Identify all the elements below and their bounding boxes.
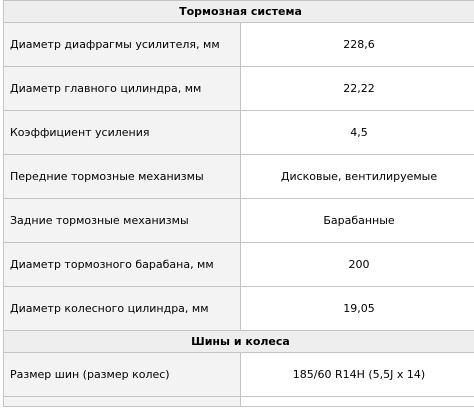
table-row — [4, 199, 474, 243]
spec-label: Диаметр главного цилиндра, мм — [4, 67, 241, 111]
spec-value: Дисковые, вентилируемые — [241, 155, 474, 199]
table-row — [4, 287, 474, 331]
spec-label: Размер шин (размер колес) — [4, 353, 241, 397]
table-row — [4, 67, 474, 111]
spec-label: Диаметр колесного цилиндра, мм — [4, 287, 241, 331]
spec-value: 22,22 — [241, 67, 474, 111]
spec-label: Диаметр диафрагмы усилителя, мм — [4, 23, 241, 67]
spec-value: 185/60 R14H (5,5J x 14) — [241, 353, 474, 397]
spec-label: Коэффициент усиления — [4, 111, 241, 155]
section-header-tires — [4, 331, 474, 353]
table-row — [4, 111, 474, 155]
spec-label-empty — [4, 397, 241, 407]
spec-value: 200 — [241, 243, 474, 287]
spec-value-empty — [241, 397, 474, 407]
section-title: Тормозная система — [4, 1, 474, 23]
spec-value: 19,05 — [241, 287, 474, 331]
spec-value: Барабанные — [241, 199, 474, 243]
table-row — [4, 243, 474, 287]
spec-value: 228,6 — [241, 23, 474, 67]
section-title: Шины и колеса — [4, 331, 474, 353]
spec-label: Диаметр тормозного барабана, мм — [4, 243, 241, 287]
spec-value: 4,5 — [241, 111, 474, 155]
spec-label: Задние тормозные механизмы — [4, 199, 241, 243]
section-header-brakes — [4, 1, 474, 23]
table-row — [4, 23, 474, 67]
table-row — [4, 353, 474, 397]
table-row-partial — [4, 397, 474, 407]
specifications-table — [3, 0, 474, 407]
spec-label: Передние тормозные механизмы — [4, 155, 241, 199]
table-row — [4, 155, 474, 199]
